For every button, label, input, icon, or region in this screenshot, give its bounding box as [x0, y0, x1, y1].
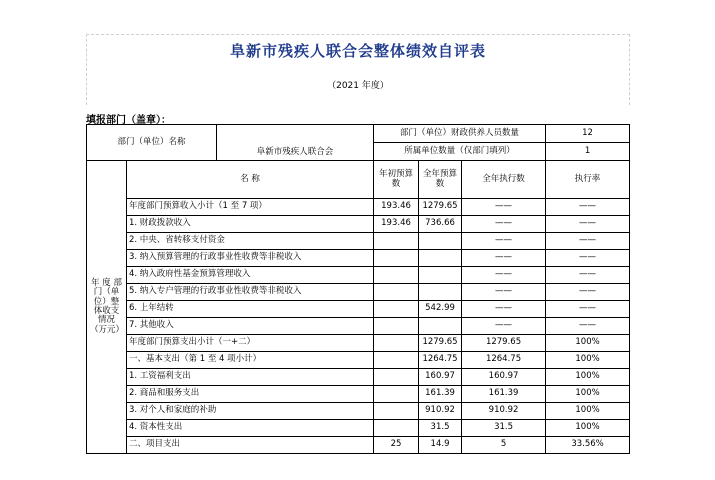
- row-name: 二、项目支出: [127, 437, 374, 454]
- row-executed: 160.97: [462, 369, 546, 386]
- row-rate: 33.56%: [546, 437, 630, 454]
- row-budget-full: [419, 284, 462, 301]
- row-executed: ——: [462, 284, 546, 301]
- row-budget-full: 1264.75: [419, 352, 462, 369]
- row-name: 1. 工资福利支出: [127, 369, 374, 386]
- row-executed: 1279.65: [462, 335, 546, 352]
- row-budget-initial: [374, 352, 419, 369]
- row-budget-full: 1279.65: [419, 199, 462, 216]
- row-budget-full: 1279.65: [419, 335, 462, 352]
- row-rate: ——: [546, 301, 630, 318]
- row-name: 年度部门预算收入小计（1 至 7 项）: [127, 199, 374, 216]
- title-area: [86, 34, 630, 105]
- row-name: 1. 财政拨款收入: [127, 216, 374, 233]
- row-budget-initial: [374, 250, 419, 267]
- staff-count-label: 部门（单位）财政供养人员数量: [374, 125, 546, 143]
- row-budget-full: [419, 250, 462, 267]
- table-row: [87, 352, 630, 369]
- row-executed: 5: [462, 437, 546, 454]
- table-row: [87, 233, 630, 250]
- subunit-count-value: 1: [546, 143, 630, 161]
- table-row: [87, 318, 630, 335]
- table-row: [87, 250, 630, 267]
- row-executed: 910.92: [462, 403, 546, 420]
- row-budget-full: 14.9: [419, 437, 462, 454]
- table-row: [87, 301, 630, 318]
- table-row: [87, 335, 630, 352]
- row-budget-full: 542.99: [419, 301, 462, 318]
- table-row: [87, 199, 630, 216]
- table-row: [87, 403, 630, 420]
- table-row: [87, 386, 630, 403]
- table-row: [87, 437, 630, 454]
- row-rate: ——: [546, 267, 630, 284]
- row-rate: ——: [546, 318, 630, 335]
- table-row: [87, 420, 630, 437]
- row-budget-initial: [374, 267, 419, 284]
- row-executed: ——: [462, 250, 546, 267]
- staff-count-value: 12: [546, 125, 630, 143]
- row-executed: ——: [462, 267, 546, 284]
- header-executed: 全年执行数: [462, 161, 546, 199]
- dept-name-label: 部门（单位）名称: [87, 125, 217, 161]
- row-budget-initial: 193.46: [374, 199, 419, 216]
- row-executed: 31.5: [462, 420, 546, 437]
- table-row: [87, 284, 630, 301]
- row-budget-full: 31.5: [419, 420, 462, 437]
- row-budget-full: 910.92: [419, 403, 462, 420]
- row-executed: ——: [462, 318, 546, 335]
- header-budget-full: 全年预算数: [419, 161, 462, 199]
- row-budget-full: 736.66: [419, 216, 462, 233]
- row-rate: ——: [546, 233, 630, 250]
- row-budget-initial: 25: [374, 437, 419, 454]
- row-budget-full: 161.39: [419, 386, 462, 403]
- filler-label: 填报部门（盖章）：: [86, 115, 171, 126]
- row-budget-initial: [374, 284, 419, 301]
- row-name: 一、基本支出（第 1 至 4 项小计）: [127, 352, 374, 369]
- row-name: 3. 纳入预算管理的行政事业性收费等非税收入: [127, 250, 374, 267]
- row-name: 2. 中央、省转移支付资金: [127, 233, 374, 250]
- row-budget-initial: [374, 233, 419, 250]
- row-name: 6. 上年结转: [127, 301, 374, 318]
- row-name: 7. 其他收入: [127, 318, 374, 335]
- side-label: 年 度 部门（单位）整体收支情况（万元）: [87, 161, 127, 454]
- row-rate: 100%: [546, 335, 630, 352]
- document-title: 阜新市残疾人联合会整体绩效自评表: [229, 42, 486, 60]
- table-row: [87, 267, 630, 284]
- dept-name-value: 阜新市残疾人联合会: [217, 125, 374, 161]
- evaluation-table: [86, 124, 630, 454]
- header-budget-initial: 年初预算数: [374, 161, 419, 199]
- row-budget-full: [419, 318, 462, 335]
- row-name: 5. 纳入专户管理的行政事业性收费等非税收入: [127, 284, 374, 301]
- table-row: [87, 216, 630, 233]
- row-name: 2. 商品和服务支出: [127, 386, 374, 403]
- row-budget-initial: 193.46: [374, 216, 419, 233]
- row-budget-initial: [374, 301, 419, 318]
- row-rate: 100%: [546, 403, 630, 420]
- header-row: [87, 161, 630, 199]
- row-rate: 100%: [546, 420, 630, 437]
- row-executed: ——: [462, 301, 546, 318]
- header-name: 名 称: [127, 161, 374, 199]
- header-rate: 执行率: [546, 161, 630, 199]
- row-rate: ——: [546, 284, 630, 301]
- row-rate: 100%: [546, 369, 630, 386]
- row-budget-initial: [374, 335, 419, 352]
- row-executed: ——: [462, 216, 546, 233]
- row-budget-initial: [374, 420, 419, 437]
- row-budget-initial: [374, 386, 419, 403]
- info-row-staff: [87, 125, 630, 143]
- row-executed: ——: [462, 199, 546, 216]
- row-rate: ——: [546, 216, 630, 233]
- row-rate: 100%: [546, 386, 630, 403]
- row-budget-initial: [374, 403, 419, 420]
- subunit-count-label: 所属单位数量（仅部门填列）: [374, 143, 546, 161]
- row-budget-full: [419, 267, 462, 284]
- row-executed: ——: [462, 233, 546, 250]
- row-executed: 1264.75: [462, 352, 546, 369]
- row-rate: ——: [546, 250, 630, 267]
- row-name: 年度部门预算支出小计（一+二）: [127, 335, 374, 352]
- row-rate: 100%: [546, 352, 630, 369]
- table-row: [87, 369, 630, 386]
- row-name: 4. 纳入政府性基金预算管理收入: [127, 267, 374, 284]
- row-budget-initial: [374, 369, 419, 386]
- row-name: 3. 对个人和家庭的补助: [127, 403, 374, 420]
- row-executed: 161.39: [462, 386, 546, 403]
- document-year: （2021 年度）: [327, 81, 389, 91]
- row-name: 4. 资本性支出: [127, 420, 374, 437]
- row-budget-full: [419, 233, 462, 250]
- row-rate: ——: [546, 199, 630, 216]
- row-budget-full: 160.97: [419, 369, 462, 386]
- row-budget-initial: [374, 318, 419, 335]
